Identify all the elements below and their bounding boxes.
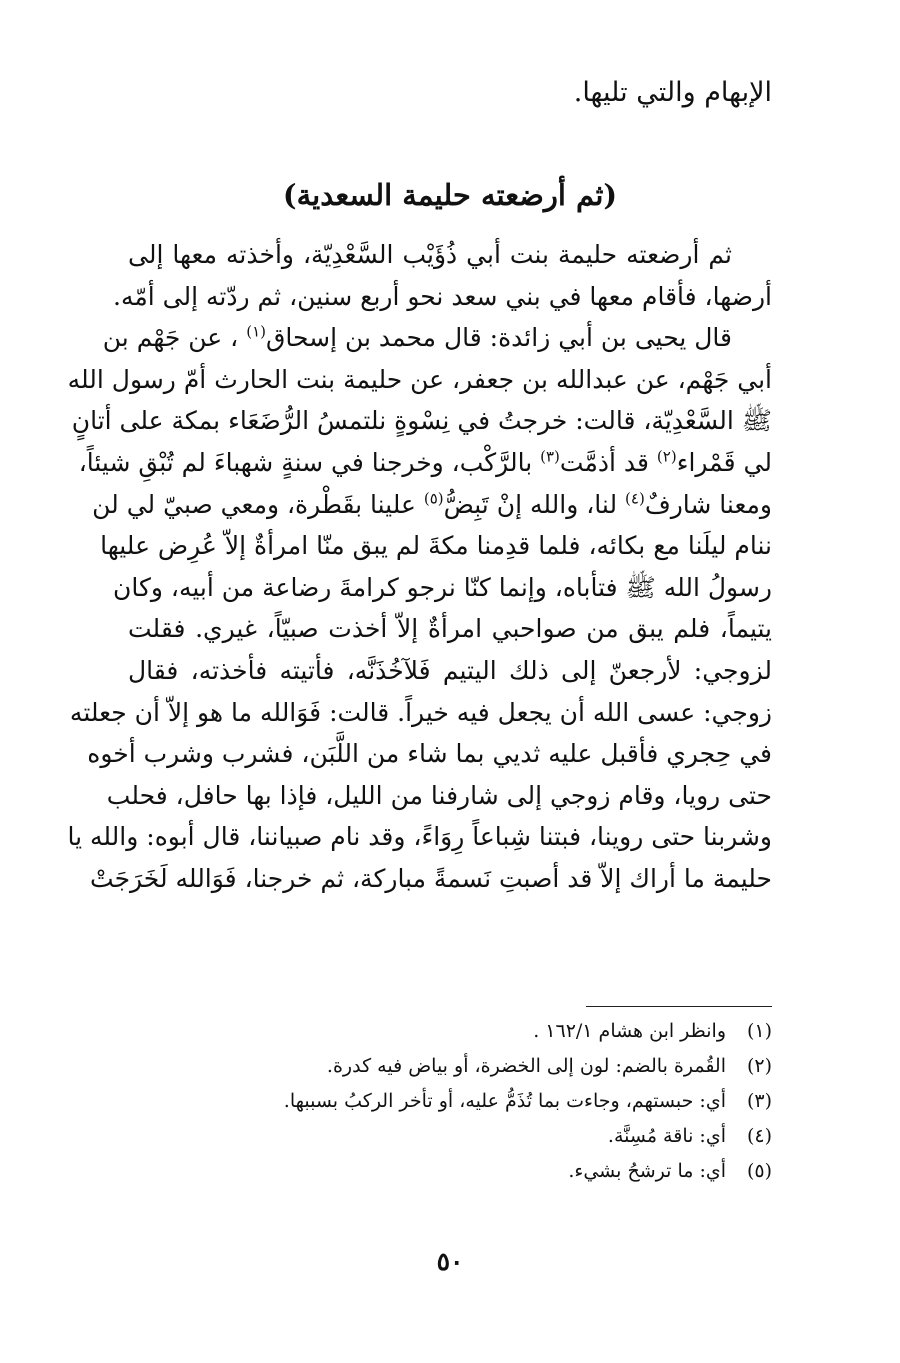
line-text: يتيماً، فلم يبق من صواحبي امرأةٌ إلاّ أخذت صبيّاً، غيري. فقلت — [128, 614, 772, 644]
footnote-number: (٣) — [746, 1090, 772, 1112]
footnote-marker: (١) — [246, 322, 266, 341]
line-text: زوجي: عسى الله أن يجعل فيه خيراً. قالت: فَوَالله ما هو إلاّ أن جعلته — [69, 697, 772, 727]
footnote-text: وانظر ابن هشام ١٦٢/١ . — [533, 1020, 726, 1042]
footnote-number: (١) — [746, 1020, 772, 1042]
text-line — [90, 858, 772, 900]
line-text: ومعنا شارفٌ — [644, 489, 772, 519]
footnote-number: (٥) — [746, 1160, 772, 1182]
text-line — [71, 400, 772, 442]
footnote-item — [128, 1119, 772, 1154]
line-text: لي قَمْراء — [676, 447, 772, 477]
text-line — [78, 442, 772, 484]
footnote-item — [128, 1049, 772, 1084]
line-text: لزوجي: لأرجعنّ إلى ذلك اليتيم فَلآخُذَنَّه، فأتيته فأخذته، فقال — [128, 655, 772, 685]
text-line — [106, 775, 772, 817]
line-text: ، عن جَهْم بن — [102, 323, 247, 353]
line-text: حليمة ما أراك إلاّ قد أصبتِ نَسمةً مباركة، ثم خرجنا، فَوَالله لَخَرَجَتْ — [90, 863, 772, 893]
line-text: أرضها، فأقام معها في بني سعد نحو أربع سنين، ثم ردّته إلى أمّه. — [113, 281, 772, 311]
footnote-text: أي: ناقة مُسِنَّة. — [607, 1125, 726, 1147]
footnotes — [128, 1014, 772, 1189]
text-line — [128, 608, 772, 650]
line-text: في حِجري فأقبل عليه ثديي بما شاء من اللَّبَن، فشرب وشرب أخوه — [87, 739, 772, 769]
text-line — [128, 234, 772, 276]
text-line — [128, 650, 772, 692]
text-line — [67, 359, 772, 401]
text-line — [102, 317, 772, 359]
line-text: وشربنا حتى روينا، فبتنا شِباعاً رِوَاءً، وقد نام صبياننا، قال أبوه: والله يا — [67, 822, 772, 852]
line-text: رسولُ الله ﷺ فتأباه، وإنما كنّا نرجو كرامةَ رضاعة من أبيه، وكان — [112, 572, 772, 602]
line-text: حتى رويا، وقام زوجي إلى شارفنا من الليل، فإذا بها حافل، فحلب — [106, 780, 772, 810]
line-text: علينا بقَطْرة، ومعي صبيّ لي لن — [92, 489, 424, 519]
body-text — [67, 234, 772, 900]
footnote-number: (٢) — [746, 1055, 772, 1077]
text-line — [113, 276, 772, 318]
footnote-number: (٤) — [746, 1125, 772, 1147]
text-line — [100, 525, 772, 567]
line-text: ﷺ السَّعْدِيّة، قالت: خرجتُ في نِسْوةٍ نلتمسُ الرُّضَعَاء بمكة على أتانٍ — [71, 406, 772, 436]
line-text: أبي جَهْم، عن عبدالله بن جعفر، عن حليمة بنت الحارث أمّ رسول الله — [67, 364, 772, 394]
footnote-marker: (٥) — [423, 489, 444, 508]
line-text: ثم أرضعته حليمة بنت أبي ذُؤَيْب السَّعْدِيّة، وأخذته معها إلى — [128, 240, 732, 269]
footnote-text: أي: ما ترشحُ بشيء. — [568, 1160, 726, 1182]
text-line — [92, 484, 772, 526]
section-heading: (ثم أرضعته حليمة السعدية) — [282, 178, 618, 212]
footnote-marker: (٣) — [540, 447, 560, 466]
footnote-separator — [586, 1006, 772, 1007]
page-number: ٥٠ — [436, 1247, 464, 1276]
footnote-text: القُمرة بالضم: لون إلى الخضرة، أو بياض فيه كدرة. — [326, 1055, 726, 1077]
text-line — [67, 816, 772, 858]
footnote-item — [128, 1084, 772, 1119]
continuation-line: الإبهام والتي تليها. — [573, 77, 772, 108]
text-line — [112, 567, 772, 609]
footnote-marker: (٤) — [625, 489, 645, 508]
text-line — [69, 692, 772, 734]
footnote-text: أي: حبستهم، وجاءت بما تُذَمُّ عليه، أو تأخر الركبُ بسببها. — [283, 1090, 726, 1112]
line-text: قد أذمَّت — [559, 447, 657, 477]
footnote-item — [128, 1014, 772, 1049]
footnote-item — [128, 1154, 772, 1189]
line-text: قال يحيى بن أبي زائدة: قال محمد بن إسحاق — [265, 323, 732, 353]
line-text: بالرَّكْب، وخرجنا في سنةٍ شهباءَ لم تُبْقِ شيئاً، — [78, 447, 541, 477]
line-text: لنا، والله إنْ تَبِضُّ — [443, 489, 626, 519]
line-text: ننام ليلَنا مع بكائه، فلما قدِمنا مكةَ لم يبق منّا امرأةٌ إلاّ عُرِض عليها — [100, 531, 772, 561]
text-line — [87, 733, 772, 775]
footnote-marker: (٢) — [656, 447, 677, 466]
